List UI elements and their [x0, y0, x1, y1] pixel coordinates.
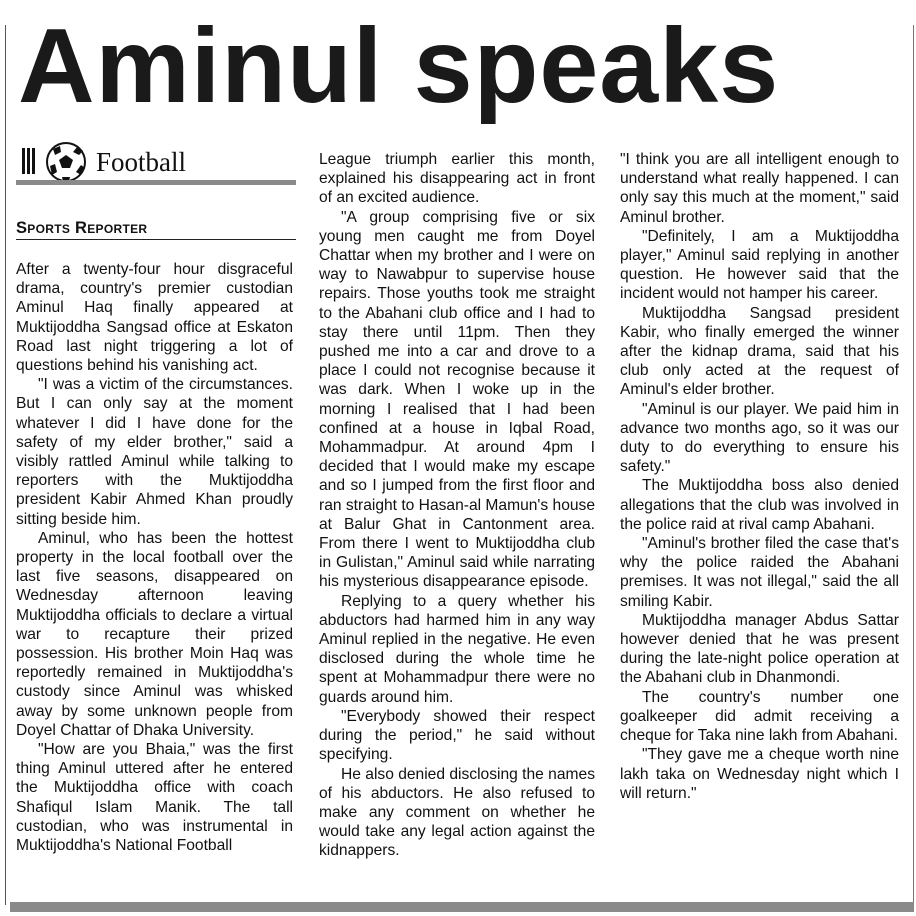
article-paragraph: Muktijoddha manager Abdus Sattar however denied that he was present during the late-night police operation at the Abahani club in Dhanmondi. [620, 611, 899, 687]
article-column-3 [620, 150, 899, 803]
article-paragraph: "Aminul is our player. We paid him in advance two months ago, so it was our duty to do everything to ensure his safety." [620, 400, 899, 476]
article-paragraph: After a twenty-four hour disgraceful drama, country's premier custodian Aminul Haq finally appeared at Muktijoddha Sangsad office at Eskaton Road last night triggering a lot of questions behind his vanishing act. [16, 261, 293, 375]
article-paragraph: Muktijoddha Sangsad president Kabir, who finally emerged the winner after the kidnap drama, said that his club only acted at the request of Aminul's elder brother. [620, 304, 899, 399]
byline: Sports Reporter [16, 218, 296, 240]
article-paragraph: The country's number one goalkeeper did admit receiving a cheque for Taka nine lakh from Abahani. [620, 688, 899, 745]
headline: Aminul speaks [18, 7, 780, 125]
article-column-2 [319, 150, 595, 861]
article-paragraph: "A group comprising five or six young men caught me from Doyel Chattar when my brother and I were on way to Nawabpur to supervise house repairs. Those youths took me straight to the Abahani club office and I had to stay there until 11pm. Then they pushed me into a car and drove to a place I could not recognise because it was dark. When I woke up in the morning I realised that I had been confined at a house in Iqbal Road, Mohammadpur. At around 4pm I decided that I would make my escape and so I jumped from the first floor and ran straight to Hasan-al Mamun's house at Balur Ghat in Cantonment area. From there I went to Muktijoddha club in Gulistan," Aminul said while narrating his mysterious disappearance episode. [319, 208, 596, 591]
article-paragraph: League triumph earlier this month, explained his disappearing act in front of an excited audience. [319, 151, 595, 207]
section-rule [16, 180, 296, 185]
bottom-rule [10, 902, 914, 912]
right-border-rule [913, 25, 914, 905]
article-paragraph: Replying to a query whether his abductors had harmed him in any way Aminul replied in the negative. He even disclosed during the whole time he spent at Mohammadpur there were no guards around him. [319, 592, 595, 706]
article-paragraph: "I think you are all intelligent enough to understand what really happened. I can only say this much at the moment," said Aminul brother. [620, 151, 899, 226]
article-paragraph: Aminul, who has been the hottest property in the local football over the last five seasons, disappeared on Wednesday afternoon leaving Muktijoddha officials to declare a virtual war to recapture their prized possession. His brother Moin Haq was reportedly remained in Muktijoddha's custody since Aminul was whisked away by some unknown people from Doyel Chattar of Dhaka University. [16, 529, 293, 739]
article-paragraph: "Definitely, I am a Muktijoddha player," Aminul said replying in another question. He however said that the incident would not hamper his career. [620, 227, 899, 303]
left-border-rule [5, 25, 6, 905]
soccer-ball-icon [20, 140, 96, 184]
article-column-1 [16, 260, 293, 855]
section-label: Football [96, 147, 187, 177]
section-tag [16, 140, 296, 186]
article-paragraph: "Everybody showed their respect during the period," he said without specifying. [319, 707, 595, 764]
article-paragraph: "Aminul's brother filed the case that's why the police raided the Abahani premises. It was not illegal," said the all smiling Kabir. [620, 535, 899, 610]
article-paragraph: "They gave me a cheque worth nine lakh taka on Wednesday night which I will return." [620, 746, 899, 802]
article-paragraph: "I was a victim of the circumstances. But I can only say at the moment whatever I did I have done for the safety of my elder brother," said a visibly rattled Aminul while talking to reporters with the Muktijoddha president Kabir Ahmed Khan proudly sitting beside him. [16, 376, 293, 528]
article-paragraph: "How are you Bhaia," was the first thing Aminul uttered after he entered the Muktijoddha office with coach Shafiqul Islam Manik. The tall custodian, who was instrumental in Muktijoddha's National Football [16, 741, 293, 855]
article-paragraph: The Muktijoddha boss also denied allegations that the club was involved in the police raid at rival camp Abahani. [620, 477, 899, 533]
article-paragraph: He also denied disclosing the names of his abductors. He also refused to make any comment on whether he would take any legal action against the kidnappers. [319, 765, 595, 860]
